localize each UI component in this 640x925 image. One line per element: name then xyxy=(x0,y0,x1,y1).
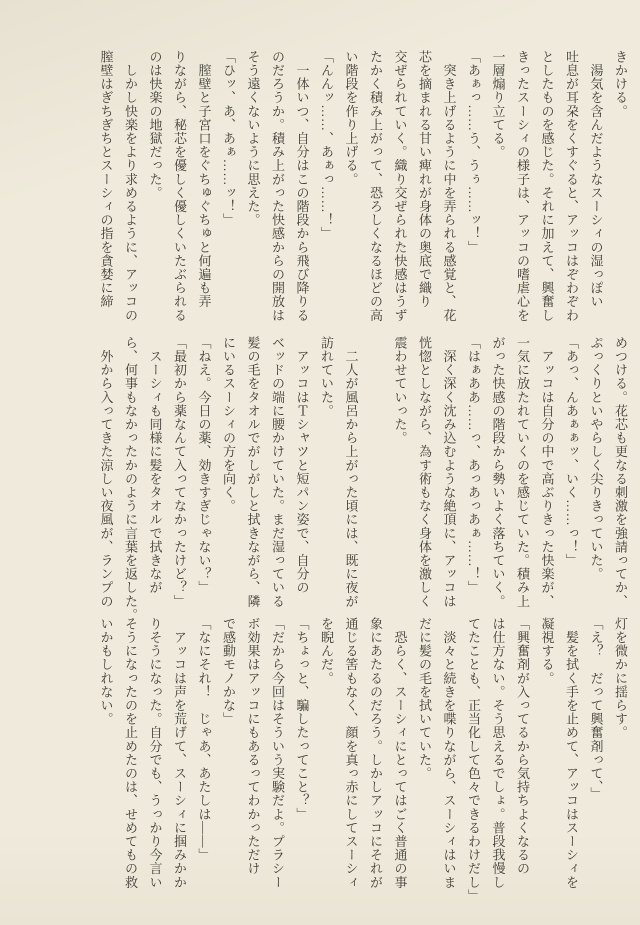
text-column: きったスーシィの様子は、アッコの嗜虐心を xyxy=(515,50,530,322)
text-column: 淡々と続きを喋りながら、スーシィはいま xyxy=(441,617,457,889)
text-column: 訪れていた。 xyxy=(319,336,334,418)
text-column: 「ねえ。今日の薬、効きすぎじゃない？」 xyxy=(196,336,212,595)
text-band-middle xyxy=(93,336,632,622)
text-column: そうになったのを止めたのは、せめてもの救 xyxy=(123,617,138,889)
text-column: 凝視する。 xyxy=(539,617,555,685)
text-column: 髪の毛をタオルでがしがしと拭きながら、隣 xyxy=(245,336,261,608)
text-column: 膣壁と子宮口をぐちゅぐちゅと何遍も弄 xyxy=(196,50,212,309)
text-column: を睨んだ。 xyxy=(319,617,334,685)
text-column: めつける。花芯も更なる刺激を強請ってか、 xyxy=(613,336,628,608)
text-column: 深く深く沈み込むような絶頂に、アッコは xyxy=(441,336,457,608)
text-column: いかもしれない。 xyxy=(98,617,114,726)
text-column: 恐らく、スーシィにとってはごく普通の事 xyxy=(392,617,408,889)
text-column: アッコはＴシャツと短パン姿で、自分の xyxy=(294,336,310,595)
text-column: は仕方ない。そう思えるでしょ。普段我慢し xyxy=(490,617,506,889)
text-column: きかける。 xyxy=(613,50,628,118)
text-column: 象にあたるのだろう。しかしアッコにそれが xyxy=(368,617,383,889)
text-column: 「あっ、んあぁぁッ、いく……っ！」 xyxy=(564,336,579,568)
text-column: 震わせていった。 xyxy=(392,336,408,445)
text-column: がった快感の階段から勢いよく落ちていく。 xyxy=(490,336,506,608)
text-column: 「なにそれ！ じゃあ、あたしは――」 xyxy=(196,617,212,862)
text-column: しかし快楽をより求めるように、アッコの xyxy=(123,50,138,322)
text-column: アッコは自分の中で高ぶりきった快楽が、 xyxy=(539,336,555,608)
text-column: 灯を微かに揺らす。 xyxy=(613,617,628,740)
text-column: 「んんッ……、あぁっ……！」 xyxy=(319,50,334,241)
text-column: 「ひッ、あ、あぁ……ッ！」 xyxy=(221,50,236,227)
text-column: 膣壁はぎちぎちとスーシィの指を貪婪に締 xyxy=(98,50,114,309)
text-column: ベッドの端に腰かけていた。まだ湿っている xyxy=(270,336,285,608)
text-band-bottom xyxy=(93,617,632,903)
text-column: のは快楽の地獄だった。 xyxy=(147,50,163,200)
text-column: い階段を作り上げる。 xyxy=(343,50,359,186)
text-column: スーシィも同様に髪をタオルで拭きなが xyxy=(147,336,163,595)
text-column: ボ効果はアッコにもあるってわかっただけ xyxy=(245,617,261,876)
text-column: たかく積み上がって、恐ろしくなるほどの高 xyxy=(368,50,383,322)
text-column: 「最初から薬なんて入ってなかったけど？」 xyxy=(172,336,187,608)
text-column: 芯を摘まれる甘い痺れが身体の奥底で織り xyxy=(417,50,432,309)
text-column: で感動モノかな」 xyxy=(221,617,236,726)
text-column: としたものを感じた。それに加えて、興奮し xyxy=(539,50,555,322)
text-column: 通じる筈もなく、顔を真っ赤にしてスーシィ xyxy=(343,617,359,889)
text-column: てたことも、正当化して色々できるわけだし」 xyxy=(466,617,481,903)
text-column: 外から入ってきた涼しい夜風が、ランプの xyxy=(98,336,114,608)
text-column: 「あぁっ……う、うぅ……ッ！」 xyxy=(466,50,481,254)
text-column xyxy=(363,336,388,601)
text-column: 吐息が耳朶をくすぐると、アッコはぞわぞわ xyxy=(564,50,579,322)
text-column: 一層煽り立てる。 xyxy=(490,50,506,159)
text-column: ぷっくりといやらしく尖りきっていた。 xyxy=(588,336,604,581)
text-column: 「はぁああ……っ、あっあっあぁ……！」 xyxy=(466,336,481,595)
text-column: 湯気を含んだようなスーシィの湿っぽい xyxy=(588,50,604,309)
text-column: のだろうか。積み上がった快感からの開放は xyxy=(270,50,285,322)
text-column: 「え？ だって興奮剤って、」 xyxy=(588,617,604,801)
text-column: りそうになった。自分でも、うっかり今言い xyxy=(147,617,163,889)
text-column: そう遠くないように思えた。 xyxy=(245,50,261,227)
text-column: 髪を拭く手を止めて、アッコはスーシィを xyxy=(564,617,579,889)
text-column: 突き上げるように中を弄られる感覚と、花 xyxy=(441,50,457,322)
text-column: ら、何事もなかったかのように言葉を返した。 xyxy=(123,336,138,622)
text-column: 「興奮剤が入ってるから気持ちよくなるの xyxy=(515,617,530,876)
text-column: 一体いつ、自分はこの階段から飛び降りる xyxy=(294,50,310,322)
text-column: りながら、秘芯を優しく優しくいたぶられる xyxy=(172,50,187,322)
text-column: アッコは声を荒げて、スーシィに掴みかか xyxy=(172,617,187,889)
text-column: 交ぜられていく。織り交ぜられた快感はうず xyxy=(392,50,408,322)
text-column: にいるスーシィの方を向く。 xyxy=(221,336,236,513)
text-column: 「だから今回はそういう実験だよ。プラシー xyxy=(270,617,285,889)
text-column: 「ちょっと、騙したってこと？」 xyxy=(294,617,310,821)
text-column: 恍惚としながら、為す術もなく身体を激しく xyxy=(417,336,432,608)
text-band-top xyxy=(93,50,632,322)
text-column: 一気に放たれていくのを感じていた。積み上 xyxy=(515,336,530,608)
text-column: 二人が風呂から上がった頃には、既に夜が xyxy=(343,336,359,608)
text-column: だに髪の毛を拭いていた。 xyxy=(417,617,432,781)
